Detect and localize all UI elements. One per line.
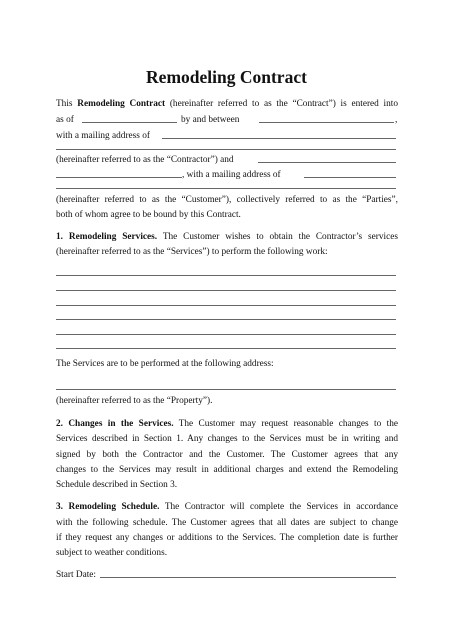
section3-text: The Contractor will complete the Services in accordance [159,502,399,512]
section3-line-1 [56,501,398,513]
section2-heading: 2. Changes in the Services. [56,419,174,429]
intro-line-5 [56,154,398,166]
section2-line-4: changes to the Services may result in additional charges and extend the Remodeling [56,465,398,475]
section1-text: The Customer wishes to obtain the Contractor’s services [157,232,398,242]
intro-text: , [395,115,398,125]
services-blank-line-5[interactable] [56,334,396,335]
intro-text: (hereinafter referred to as the “Contract”) is entered into [165,99,398,109]
document-title: Remodeling Contract [146,67,307,87]
intro-line-3 [56,130,398,142]
customer-name-blank-2[interactable] [56,169,182,178]
intro-line-9: both of whom agree to be bound by this Contract. [56,210,241,220]
contractor-name-blank[interactable] [259,114,394,123]
services-blank-line-1[interactable] [56,275,396,276]
section1-line-1 [56,231,398,243]
intro-text: (hereinafter referred to as the “Contractor”) and [56,155,234,165]
intro-text: as of [56,115,74,125]
intro-text: , with a mailing address of [182,170,281,180]
customer-address-line-2[interactable] [56,188,396,189]
section1-line-2: (hereinafter referred to as the “Services”) to perform the following work: [56,247,328,257]
section3-line-2: with the following schedule. The Customer agrees that all dates are subject to change [56,518,398,528]
contractor-address-blank[interactable] [162,130,396,139]
section3-line-4: subject to weather conditions. [56,548,168,558]
intro-line-1 [56,98,398,110]
section2-line-3: signed by both the Contractor and the Customer. The Customer agrees that any [56,450,398,460]
contractor-address-line-2[interactable] [56,149,396,150]
intro-contract-name: Remodeling Contract [77,99,166,109]
section2-line-1 [56,418,398,430]
section3-heading: 3. Remodeling Schedule. [56,502,160,512]
section2-text: The Customer may request reasonable changes to the [173,419,398,429]
property-address-blank[interactable] [56,389,396,390]
customer-name-blank[interactable] [258,154,396,163]
section2-line-2: Services described in Section 1. Any changes to the Services must be in writing and [56,434,398,444]
section2-line-5: Schedule described in Section 3. [56,480,178,490]
services-blank-line-6[interactable] [56,348,396,349]
intro-text: with a mailing address of [56,131,150,141]
intro-text: This [56,99,78,109]
section1-address-intro: The Services are to be performed at the following address: [56,359,274,369]
start-date-line [56,569,398,581]
section3-line-3: if they request any changes or additions to the Services. The completion date is further [56,533,398,543]
start-date-blank[interactable] [100,569,396,578]
customer-address-blank[interactable] [304,169,396,178]
date-blank[interactable] [82,114,177,123]
start-date-label: Start Date: [56,570,97,580]
services-blank-line-4[interactable] [56,319,396,320]
intro-text: by and between [181,115,240,125]
services-blank-line-3[interactable] [56,305,396,306]
intro-line-2 [56,114,398,126]
intro-line-8: (hereinafter referred to as the “Customer”), collectively referred to as the “Parties”, [56,195,398,205]
section1-property: (hereinafter referred to as the “Property”). [56,396,213,406]
section1-heading: 1. Remodeling Services. [56,232,158,242]
services-blank-line-2[interactable] [56,290,396,291]
